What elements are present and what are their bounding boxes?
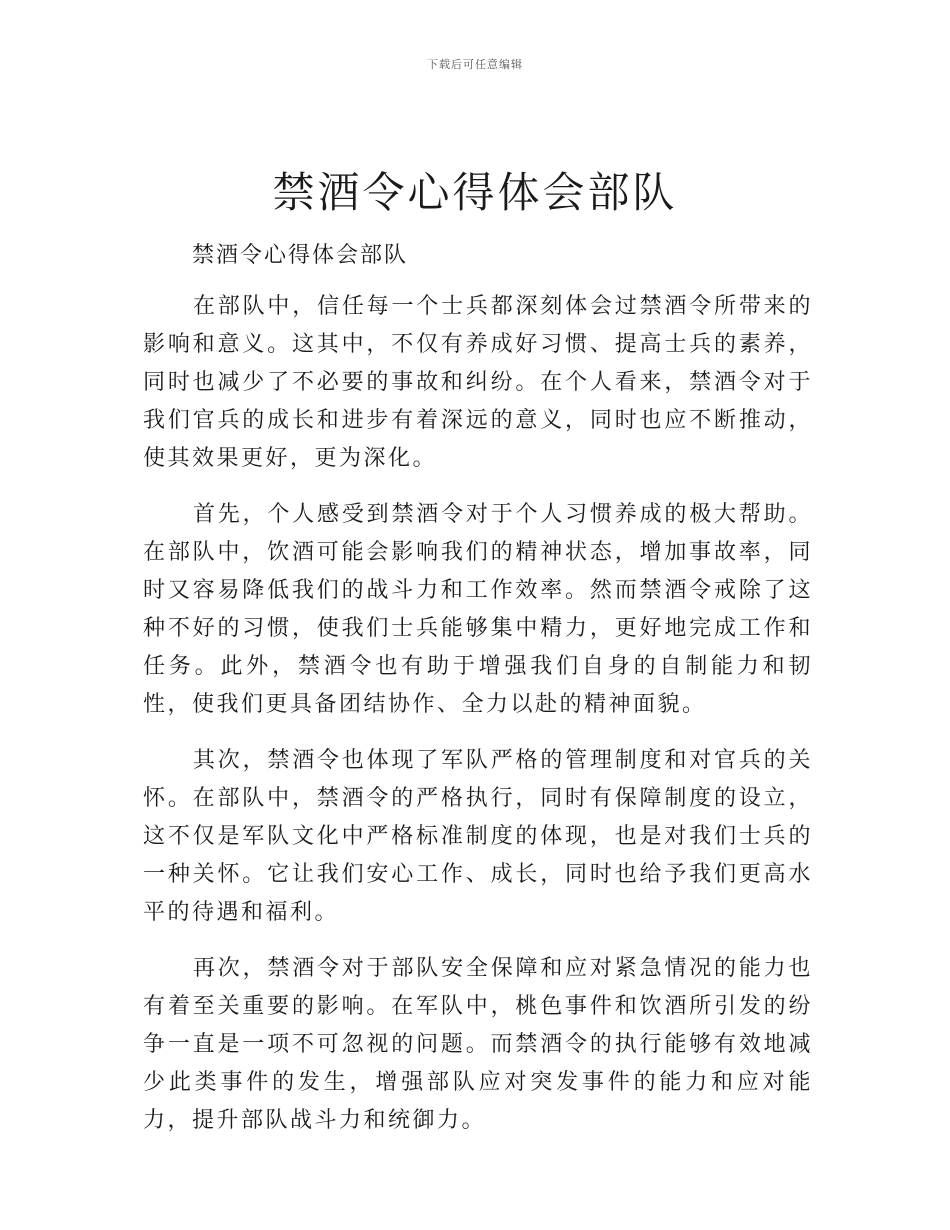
paragraph-4: 再次，禁酒令对于部队安全保障和应对紧急情况的能力也有着至关重要的影响。在军队中，桃色事件和饮酒所引发的纷争一直是一项不可忽视的问题。而禁酒令的执行能够有效地减少此类事件的发生，增强部队应对突发事件的能力和应对能力，提升部队战斗力和统御力。 [143, 956, 813, 1133]
paragraph-2: 首先，个人感受到禁酒令对于个人习惯养成的极大帮助。在部队中，饮酒可能会影响我们的精神状态，增加事故率，同时又容易降低我们的战斗力和工作效率。然而禁酒令戒除了这种不好的习惯，使我们士兵能够集中精力，更好地完成工作和任务。此外，禁酒令也有助于增强我们自身的自制能力和韧性，使我们更具备团结协作、全力以赴的精神面貌。 [143, 502, 813, 717]
header-note: 下载后可任意编辑 [427, 58, 523, 71]
document-title: 禁酒令心得体会部队 [272, 168, 678, 217]
document-subtitle: 禁酒令心得体会部队 [192, 243, 409, 268]
paragraph-1: 在部队中，信任每一个士兵都深刻体会过禁酒令所带来的影响和意义。这其中，不仅有养成好习惯、提高士兵的素养，同时也减少了不必要的事故和纠纷。在个人看来，禁酒令对于我们官兵的成长和进步有着深远的意义，同时也应不断推动，使其效果更好，更为深化。 [143, 294, 813, 471]
paragraph-3: 其次，禁酒令也体现了军队严格的管理制度和对官兵的关怀。在部队中，禁酒令的严格执行，同时有保障制度的设立，这不仅是军队文化中严格标准制度的体现，也是对我们士兵的一种关怀。它让我们安心工作、成长，同时也给予我们更高水平的待遇和福利。 [143, 748, 813, 925]
body-text [143, 288, 813, 1158]
